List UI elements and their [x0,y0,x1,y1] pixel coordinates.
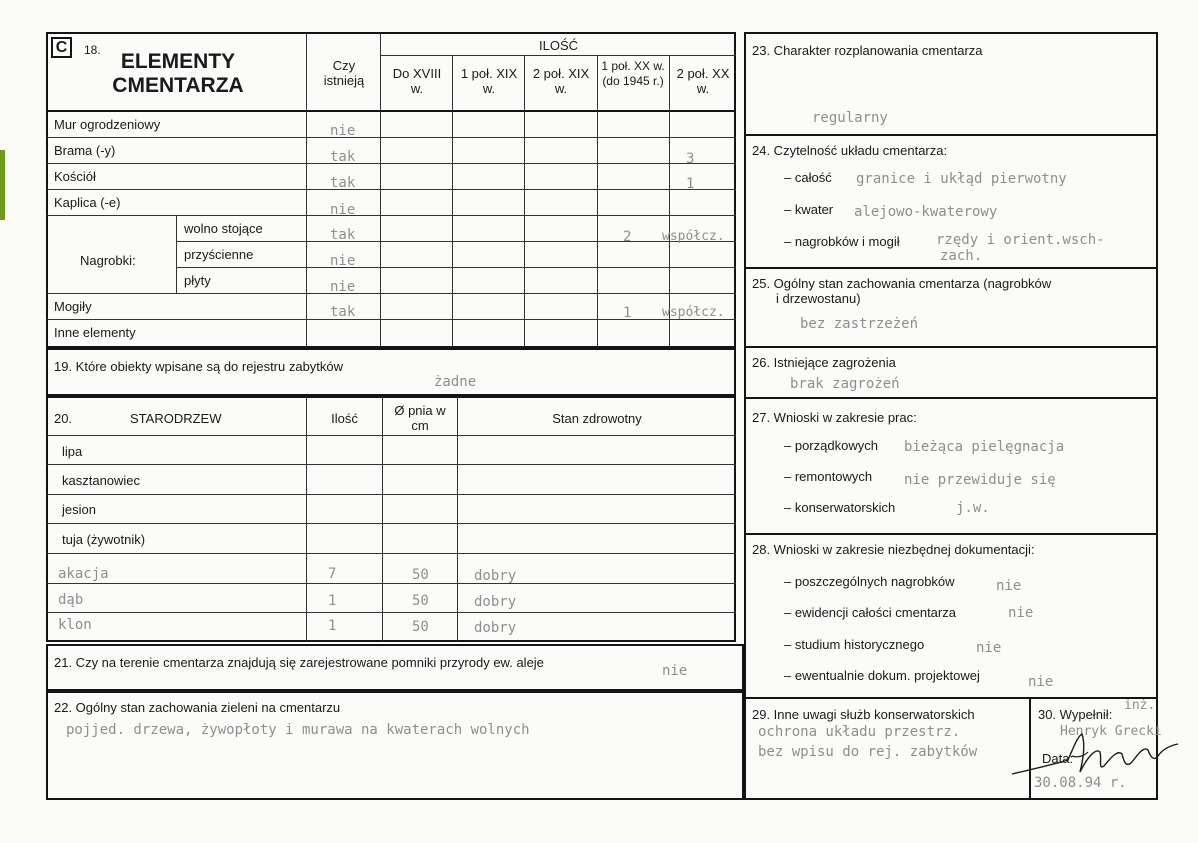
section-27-item-0-label: – porządkowych [784,438,878,453]
tree-kasztanowiec-label: kasztanowiec [62,473,141,488]
row-mur-label: Mur ogrodzeniowy [54,117,161,132]
section-28-item-3-label: – ewentualnie dokum. projektowej [784,668,980,683]
section-25-value: bez zastrzeżeń [800,316,919,332]
section-20-col-diam: Ø pnia w cm [394,403,446,433]
col-exists-header: Czy istnieją [323,58,365,88]
section-22-value: pojjed. drzewa, żywopłoty i murawa na kwaterach wolnych [66,722,530,738]
section-24-label: 24. Czytelność układu cmentarza: [752,143,948,158]
section-28-item-2-value: nie [976,640,1002,656]
section-24-item-2-value2: zach. [940,248,983,264]
section-23-label: 23. Charakter rozplanowania cmentarza [752,43,983,58]
section-30-date-label: Data: [1042,751,1074,766]
section-28-item-0-value: nie [996,578,1022,594]
mogily-note-value: współcz. [662,305,725,320]
section-21-value: nie [662,663,688,679]
section-28-item-1-label: – ewidencji całości cmentarza [784,605,956,620]
tree-jesion-label: jesion [62,502,96,517]
section-23-value: regularny [812,110,888,126]
section-18-title-1: ELEMENTY [120,50,236,73]
tree-dab-diam: 50 [412,593,429,609]
tree-lipa-label: lipa [62,444,83,459]
row-inne-label: Inne elementy [54,325,136,340]
mogily-qty-value: 1 [623,305,632,321]
wolno-qty-value: 2 [623,229,632,245]
tree-klon-diam: 50 [412,619,429,635]
section-27-label: 27. Wnioski w zakresie prac: [752,410,917,425]
tree-akacja-diam: 50 [412,567,429,583]
section-25-label-2: i drzewostanu) [776,291,861,306]
row-kosciol-label: Kościół [54,169,96,184]
przyscienne-exists-value: nie [330,253,356,269]
section-20-col-health: Stan zdrowotny [552,411,642,426]
wolno-note-value: współcz. [662,229,725,244]
section-28-item-2-label: – studium historycznego [784,637,925,652]
section-24-item-2-label: – nagrobków i mogił [784,234,900,249]
section-24-item-2-value: rzędy i orient.wsch- [936,232,1105,248]
mur-exists-value: nie [330,123,356,139]
brama-qty-value: 3 [686,151,695,167]
section-24-item-1-value: alejowo-kwaterowy [854,204,998,220]
tree-akacja-qty: 7 [328,566,337,582]
period-3: 1 poł. XX w. (do 1945 r.) [601,59,665,88]
section-21-label: 21. Czy na terenie cmentarza znajdują się zarejestrowane pomniki przyrody ew. aleje [54,655,544,670]
section-30-name: Henryk Grecki [1060,724,1162,739]
section-27-item-1-label: – remontowych [784,469,873,484]
section-24-item-0-label: – całość [784,170,832,185]
brama-exists-value: tak [330,149,356,165]
period-0: Do XVIII w. [392,66,442,96]
section-26-label: 26. Istniejące zagrożenia [752,355,896,370]
tree-dab-name: dąb [58,592,84,608]
section-letter-box: C [51,37,72,58]
section-30-label: 30. Wypełnił: [1038,707,1113,722]
section-29-value-2: bez wpisu do rej. zabytków [758,744,978,760]
section-27-item-1-value: nie przewiduje się [904,472,1056,488]
section-24-item-1-label: – kwater [784,202,834,217]
tree-akacja-health: dobry [474,568,517,584]
section-30-name-top: inż. [1124,698,1156,713]
row-wolno-label: wolno stojące [184,221,263,236]
section-28-item-0-label: – poszczególnych nagrobków [784,574,955,589]
tree-dab-qty: 1 [328,593,337,609]
row-mogily-label: Mogiły [54,299,92,314]
wolno-exists-value: tak [330,227,356,243]
section-30-date: 30.08.94 r. [1034,775,1127,791]
mogily-exists-value: tak [330,304,356,320]
period-4: 2 poł. XX w. [676,66,730,96]
tree-dab-health: dobry [474,594,517,610]
section-27-item-2-label: – konserwatorskich [784,500,896,515]
section-24-item-0-value: granice i ukłąd pierwotny [856,171,1067,187]
tree-klon-name: klon [58,617,92,633]
section-19-value: żadne [434,374,477,390]
tree-tuja-label: tuja (żywotnik) [62,532,146,547]
kaplica-exists-value: nie [330,202,356,218]
section-19-label: 19. Które obiekty wpisane są do rejestru zabytków [54,359,344,374]
section-28-item-3-value: nie [1028,674,1054,690]
section-20-title: STARODRZEW [130,411,222,426]
tree-akacja-name: akacja [58,566,109,582]
nagrobki-label: Nagrobki: [80,253,136,268]
section-26-value: brak zagrożeń [790,376,900,392]
section-28-label: 28. Wnioski w zakresie niezbędnej dokumentacji: [752,542,1035,557]
signature-mark [1008,726,1188,786]
tree-klon-health: dobry [474,620,517,636]
paper-edge [0,150,5,220]
section-20-number: 20. [54,411,73,426]
section-29-value-1: ochrona układu przestrz. [758,724,961,740]
section-27-item-0-value: bieżąca pielęgnacja [904,439,1065,455]
col-qty-header: ILOŚĆ [538,38,578,53]
section-25-label-1: 25. Ogólny stan zachowania cmentarza (nagrobków [752,276,1052,291]
row-przyscienne-label: przyścienne [184,247,254,262]
section-22-label: 22. Ogólny stan zachowania zieleni na cmentarzu [54,700,341,715]
section-18-number: 18. [84,43,101,57]
row-kaplica-label: Kaplica (-e) [54,195,121,210]
section-28-item-1-value: nie [1008,605,1034,621]
section-27-item-2-value: j.w. [956,500,990,516]
tree-klon-qty: 1 [328,618,337,634]
period-1: 1 poł. XIX w. [460,66,518,96]
kosciol-exists-value: tak [330,175,356,191]
section-29-label: 29. Inne uwagi służb konserwatorskich [752,707,975,722]
section-18-title-2: CMENTARZA [112,74,244,97]
plyty-exists-value: nie [330,279,356,295]
row-brama-label: Brama (-y) [54,143,116,158]
section-20-col-qty: Ilość [331,411,358,426]
period-2: 2 poł. XIX w. [532,66,590,96]
kosciol-qty-value: 1 [686,176,695,192]
row-plyty-label: płyty [184,273,211,288]
